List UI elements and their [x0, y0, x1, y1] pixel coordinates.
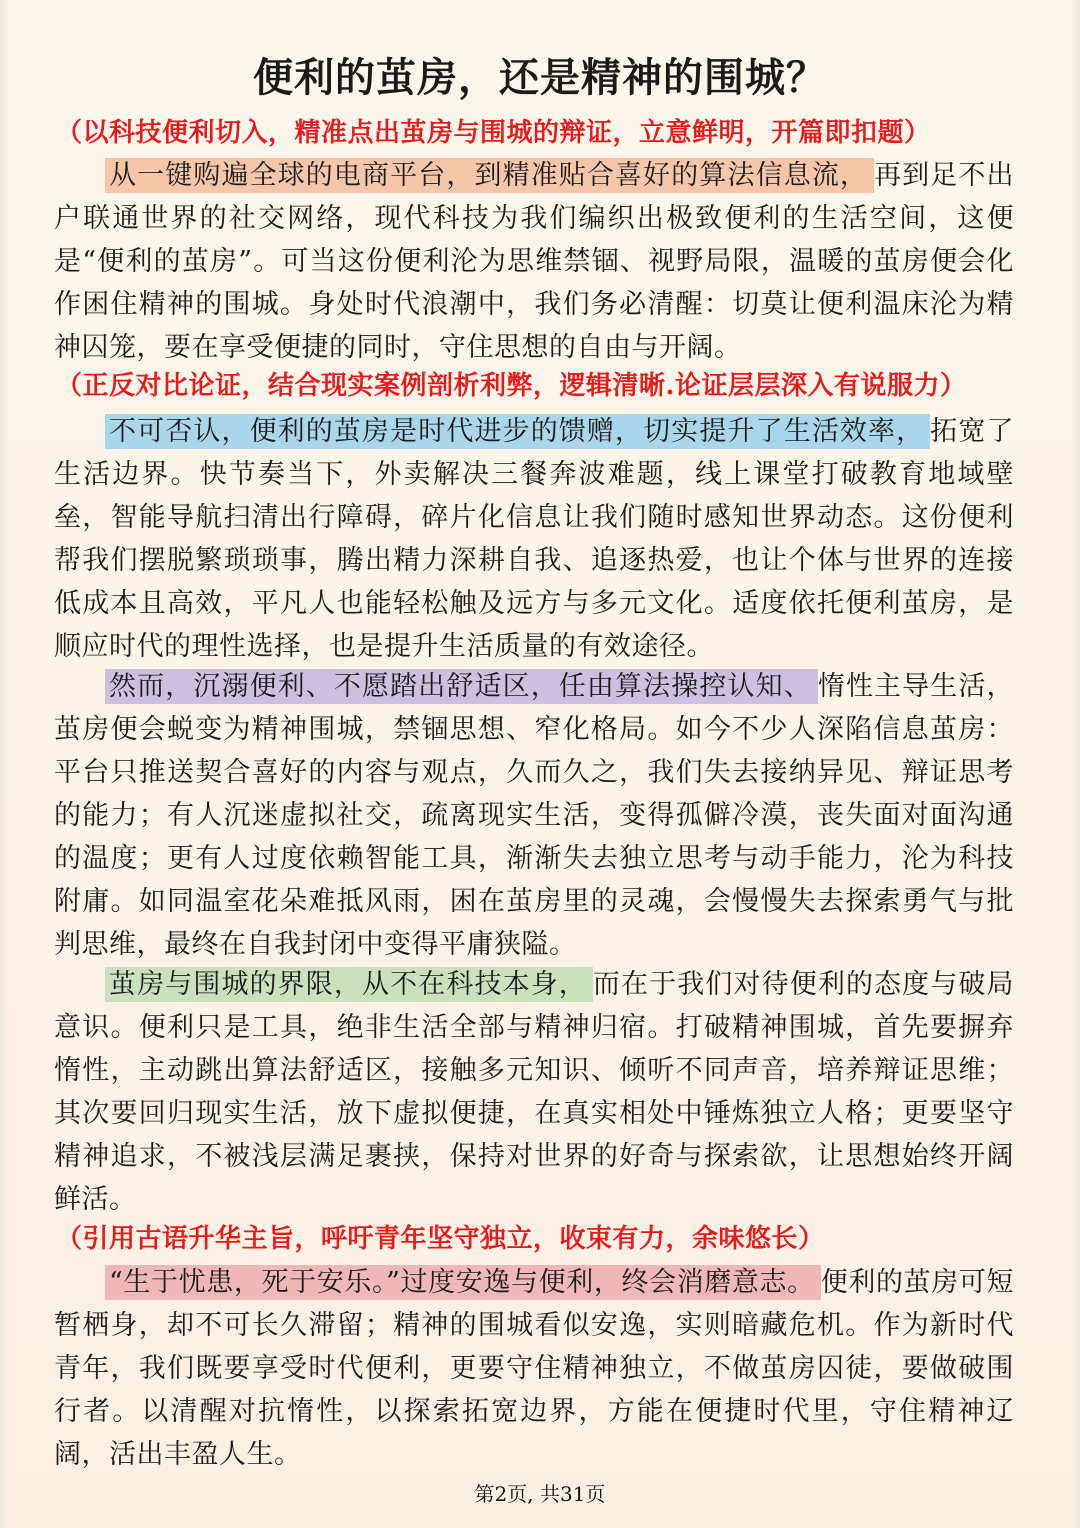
page-number: 第2页, 共31页	[474, 1482, 606, 1506]
paragraph-2	[54, 410, 1014, 668]
highlight-3: 然而，沉溺便利、不愿踏出舒适区，任由算法操控认知、	[105, 669, 818, 704]
annotation-comment-1: （以科技便利切入，精准点出茧房与围城的辩证，立意鲜明，开篇即扣题）	[56, 118, 931, 148]
paragraph-5-text: 便利的茧房可短暂栖身，却不可长久滞留；精神的围城看似安逸，实则暗藏危机。作为新时代青年，我们既要享受时代便利，更要守住精神独立，不做茧房囚徒，要做破围行者。以清醒对抗惰性，以探索拓宽边界，方能在便捷时代里，守住精神辽阔，活出丰盈人生。	[54, 1267, 1015, 1470]
page-edge-left	[0, 0, 8, 1528]
paragraph-4-text: 而在于我们对待便利的态度与破局意识。便利只是工具，绝非生活全部与精神归宿。打破精神围城，首先要摒弃惰性，主动跳出算法舒适区，接触多元知识、倾听不同声音，培养辩证思维；其次要回归现实生活，放下虚拟便捷，在真实相处中锤炼独立人格；更要坚守精神追求，不被浅层满足裹挟，保持对世界的好奇与探索欲，让思想始终开阔鲜活。	[54, 969, 1015, 1215]
paragraph-3-text: 惰性主导生活，茧房便会蜕变为精神围城，禁锢思想、窄化格局。如今不少人深陷信息茧房：平台只推送契合喜好的内容与观点，久而久之，我们失去接纳异见、辩证思考的能力；有人沉迷虚拟社交，疏离现实生活，变得孤僻冷漠，丧失面对面沟通的温度；更有人过度依赖智能工具，渐渐失去独立思考与动手能力，沦为科技附庸。如同温室花朵难抵风雨，困在茧房里的灵魂，会慢慢失去探索勇气与批判思维，最终在自我封闭中变得平庸狭隘。	[54, 671, 1015, 960]
paragraph-2-text: 拓宽了生活边界。快节奏当下，外卖解决三餐奔波难题，线上课堂打破教育地域壁垒，智能导航扫清出行障碍，碎片化信息让我们随时感知世界动态。这份便利帮我们摆脱繁琐琐事，腾出精力深耕自我、追逐热爱，也让个体与世界的连接低成本且高效，平凡人也能轻松触及远方与多元文化。适度依托便利茧房，是顺应时代的理性选择，也是提升生活质量的有效途径。	[54, 416, 1015, 662]
highlight-1: 从一键购遍全球的电商平台，到精准贴合喜好的算法信息流，	[105, 158, 874, 193]
annotation-comment-3: （引用古语升华主旨，呼吁青年坚守独立，收束有力，余味悠长）	[56, 1224, 825, 1254]
essay-title: 便利的茧房，还是精神的围城？	[253, 54, 827, 101]
page-edge-right	[1072, 0, 1080, 1528]
highlight-4: 茧房与围城的界限，从不在科技本身，	[105, 967, 593, 1002]
paragraph-3	[54, 665, 1014, 966]
highlight-2: 不可否认，便利的茧房是时代进步的馈赠，切实提升了生活效率，	[105, 414, 930, 449]
annotation-comment-2: （正反对比论证，结合现实案例剖析利弊，逻辑清晰.论证层层深入有说服力）	[56, 371, 967, 401]
paragraph-1	[54, 154, 1014, 369]
paragraph-4	[54, 963, 1014, 1221]
paragraph-5	[54, 1261, 1014, 1476]
highlight-5: “生于忧患，死于安乐。”过度安逸与便利，终会消磨意志。	[105, 1265, 821, 1300]
paragraph-1-text: 再到足不出户联通世界的社交网络，现代科技为我们编织出极致便利的生活空间，这便是“便利的茧房”。可当这份便利沦为思维禁锢、视野局限，温暖的茧房便会化作困住精神的围城。身处时代浪潮中，我们务必清醒：切莫让便利温床沦为精神囚笼，要在享受便捷的同时，守住思想的自由与开阔。	[54, 160, 1015, 363]
